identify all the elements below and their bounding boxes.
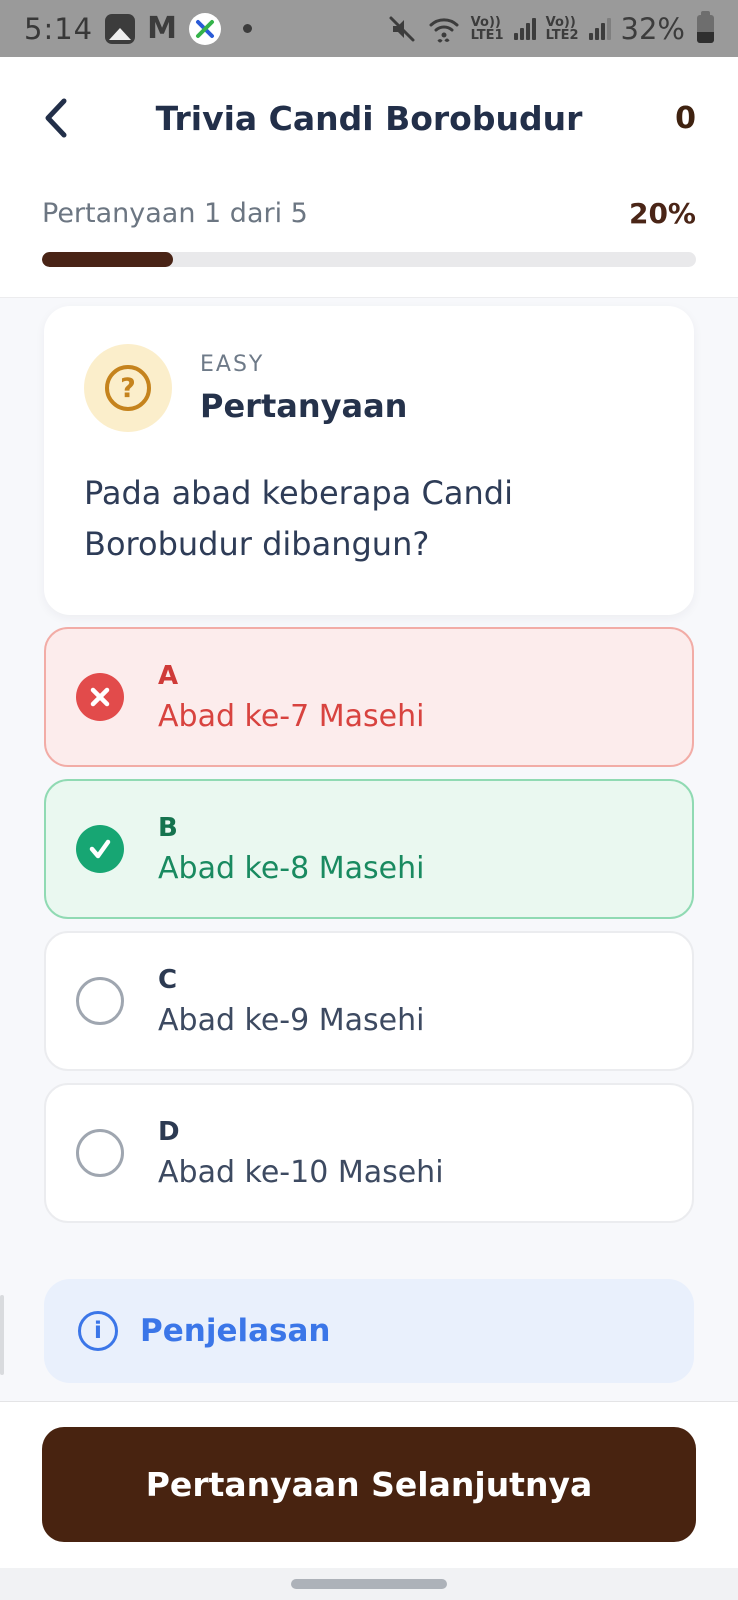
option-letter: A <box>158 660 179 691</box>
cross-circle-icon <box>76 673 124 721</box>
footer <box>0 1401 738 1600</box>
option-text: Abad ke-10 Masehi <box>158 1154 444 1190</box>
clock: 5:14 <box>24 11 94 46</box>
progress-label: Pertanyaan 1 dari 5 <box>42 198 308 229</box>
signal-bars-lte1-icon <box>514 18 536 40</box>
option-letter: C <box>158 964 178 995</box>
notification-dot-icon <box>243 24 252 33</box>
option-text: Abad ke-9 Masehi <box>158 1002 425 1038</box>
gmail-notification-icon: M <box>147 10 177 46</box>
battery-icon <box>697 15 714 43</box>
action-bar <box>0 1401 738 1568</box>
option-text: Abad ke-7 Masehi <box>158 698 425 734</box>
question-heading: Pertanyaan <box>200 386 408 425</box>
answer-option-c[interactable] <box>44 931 694 1071</box>
chevron-left-icon <box>42 97 68 139</box>
answer-option-d[interactable] <box>44 1083 694 1223</box>
answer-option-a[interactable] <box>44 627 694 767</box>
option-letter: B <box>158 812 178 843</box>
network-label-lte1: Vo)) LTE1 <box>470 14 504 43</box>
photos-notification-icon <box>105 14 135 44</box>
answer-option-b[interactable] <box>44 779 694 919</box>
back-button[interactable] <box>42 97 98 139</box>
check-circle-icon <box>76 825 124 873</box>
question-text: Pada abad keberapa Candi Borobudur dibangun? <box>84 474 513 563</box>
radio-circle-icon <box>76 1129 124 1177</box>
question-mark-icon: ? <box>84 344 172 432</box>
status-bar <box>0 0 738 57</box>
option-letter: D <box>158 1116 180 1147</box>
page-title: Trivia Candi Borobudur <box>155 98 583 138</box>
app-header <box>0 57 738 298</box>
scrollbar[interactable] <box>0 1295 4 1375</box>
progress-bar-fill <box>42 252 173 267</box>
network-label-lte2: Vo)) LTE2 <box>545 14 579 43</box>
wifi-icon <box>427 14 461 44</box>
difficulty-badge: EASY <box>200 351 265 377</box>
progress-bar-track <box>42 252 696 267</box>
explanation-label: Penjelasan <box>140 1313 331 1350</box>
explanation-panel[interactable] <box>44 1279 694 1383</box>
signal-bars-lte2-icon <box>589 18 611 40</box>
score-badge: 0 <box>675 100 696 136</box>
radio-circle-icon <box>76 977 124 1025</box>
system-navigation-bar <box>0 1568 738 1600</box>
gesture-handle[interactable] <box>291 1579 447 1589</box>
next-question-button[interactable]: Pertanyaan Selanjutnya <box>42 1427 696 1542</box>
mute-icon <box>387 14 417 44</box>
xl-app-notification-icon <box>189 13 221 45</box>
option-text: Abad ke-8 Masehi <box>158 850 425 886</box>
question-card <box>44 306 694 615</box>
battery-percent: 32% <box>620 11 685 46</box>
progress-percent: 20% <box>628 197 696 230</box>
info-icon: i <box>78 1311 118 1351</box>
